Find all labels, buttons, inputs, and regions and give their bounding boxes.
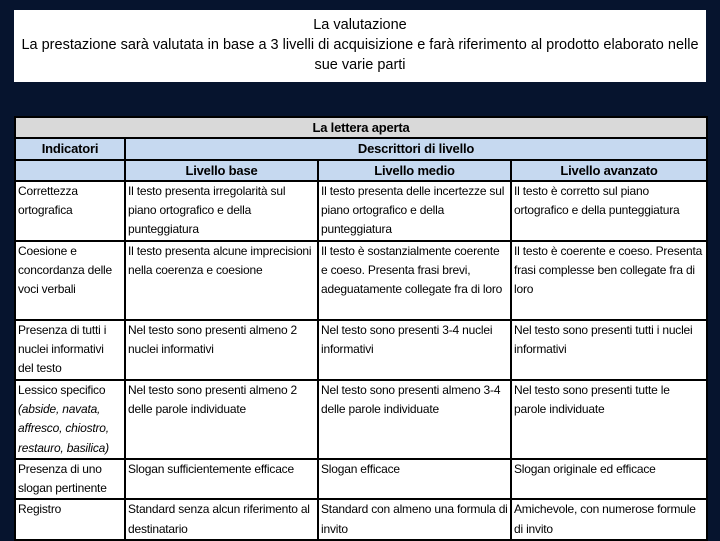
indicator-label: Lessico specifico bbox=[18, 382, 106, 397]
base-cell: Standard senza alcun riferimento al destinatario bbox=[125, 499, 318, 540]
table-caption: La lettera aperta bbox=[15, 117, 707, 138]
medio-cell: Standard con almeno una formula di invito bbox=[318, 499, 511, 540]
table-row bbox=[15, 320, 707, 380]
page-title: La valutazione bbox=[313, 17, 407, 33]
medio-cell: Nel testo sono presenti 3-4 nuclei informativi bbox=[318, 320, 511, 380]
base-cell: Il testo presenta alcune imprecisioni nella coerenza e coesione bbox=[125, 241, 318, 320]
base-cell: Il testo presenta irregolarità sul piano ortografico e della punteggiatura bbox=[125, 181, 318, 241]
indicator-cell: Coesione e concordanza delle voci verbali bbox=[15, 241, 125, 320]
avanzato-cell: Slogan originale ed efficace bbox=[511, 459, 707, 500]
rubric-table bbox=[14, 116, 708, 541]
level-avanzato-header: Livello avanzato bbox=[511, 160, 707, 181]
table-row bbox=[15, 380, 707, 459]
indicator-cell: Presenza di tutti i nuclei informativi del testo bbox=[15, 320, 125, 380]
avanzato-cell: Nel testo sono presenti tutti i nuclei informativi bbox=[511, 320, 707, 380]
table-row bbox=[15, 181, 707, 241]
indicators-header: Indicatori bbox=[15, 138, 125, 159]
table-row bbox=[15, 499, 707, 540]
base-cell: Slogan sufficientemente efficace bbox=[125, 459, 318, 500]
medio-cell: Il testo è sostanzialmente coerente e coeso. Presenta frasi brevi, adeguatamente collegate fra di loro bbox=[318, 241, 511, 320]
indicator-cell: Presenza di uno slogan pertinente bbox=[15, 459, 125, 500]
base-cell: Nel testo sono presenti almeno 2 delle parole individuate bbox=[125, 380, 318, 459]
descriptors-header: Descrittori di livello bbox=[125, 138, 707, 159]
medio-cell: Nel testo sono presenti almeno 3-4 delle parole individuate bbox=[318, 380, 511, 459]
avanzato-cell: Il testo è coerente e coeso. Presenta frasi complesse ben collegate fra di loro bbox=[511, 241, 707, 320]
avanzato-cell: Amichevole, con numerose formule di invito bbox=[511, 499, 707, 540]
indicator-cell: Registro bbox=[15, 499, 125, 540]
table-row bbox=[15, 459, 707, 500]
page-subtitle: La prestazione sarà valutata in base a 3 livelli di acquisizione e farà riferimento al prodotto elaborato nelle sue varie parti bbox=[21, 37, 699, 73]
avanzato-cell: Nel testo sono presenti tutte le parole individuate bbox=[511, 380, 707, 459]
indicator-cell bbox=[15, 380, 125, 459]
level-base-header: Livello base bbox=[125, 160, 318, 181]
medio-cell: Slogan efficace bbox=[318, 459, 511, 500]
level-medio-header: Livello medio bbox=[318, 160, 511, 181]
base-cell: Nel testo sono presenti almeno 2 nuclei informativi bbox=[125, 320, 318, 380]
indicator-cell: Correttezza ortografica bbox=[15, 181, 125, 241]
medio-cell: Il testo presenta delle incertezze sul piano ortografico e della punteggiatura bbox=[318, 181, 511, 241]
indicator-examples: (abside, navata, affresco, chiostro, restauro, basilica) bbox=[18, 401, 109, 455]
empty-header-cell bbox=[15, 160, 125, 181]
title-box bbox=[14, 10, 706, 82]
table-row bbox=[15, 241, 707, 320]
avanzato-cell: Il testo è corretto sul piano ortografico e della punteggiatura bbox=[511, 181, 707, 241]
